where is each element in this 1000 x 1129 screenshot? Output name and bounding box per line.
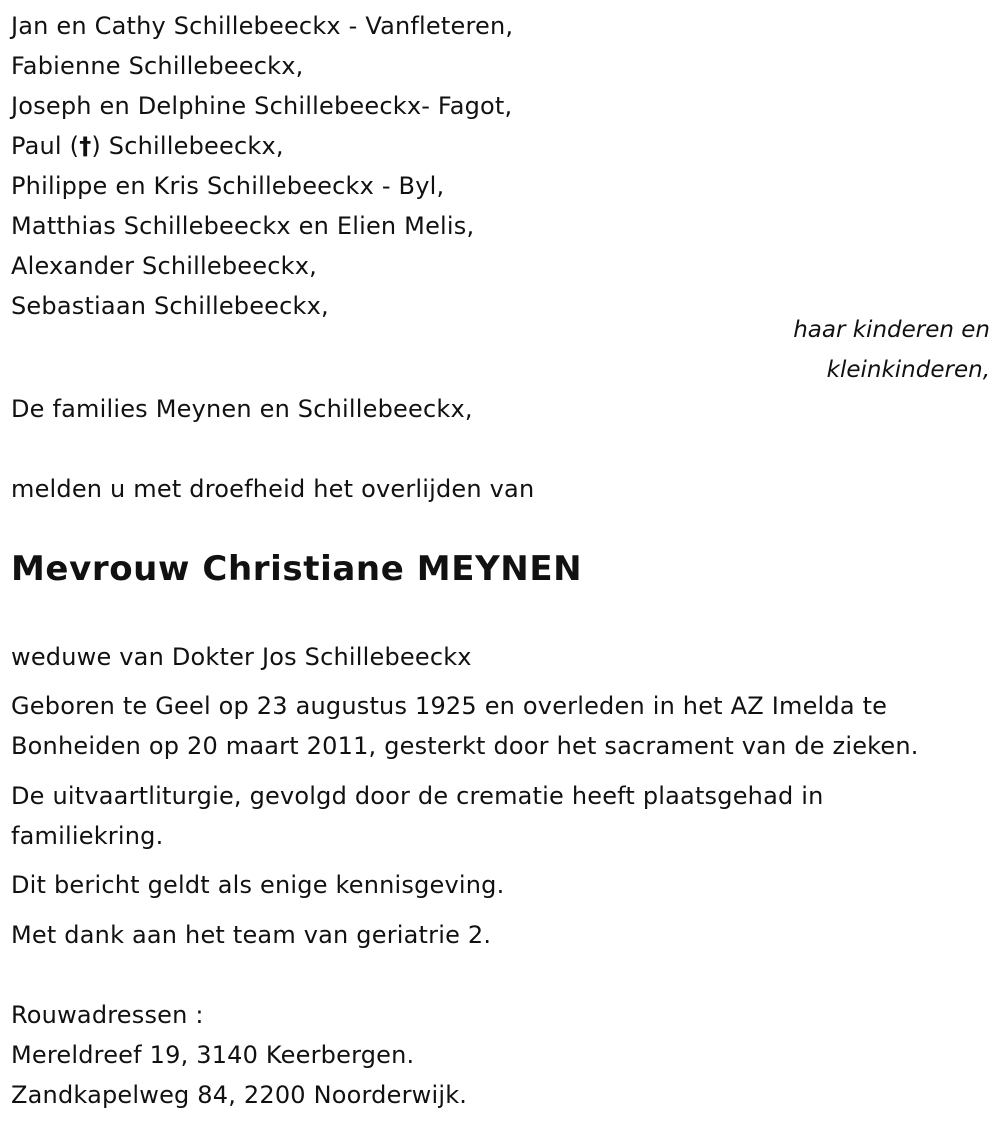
birth-death-line-2: Bonheiden op 20 maart 2011, gesterkt door het sacrament van de zieken.: [11, 732, 919, 760]
birth-death-line-1: Geboren te Geel op 23 augustus 1925 en overleden in het AZ Imelda te: [11, 692, 888, 720]
family-line-sebastiaan: Sebastiaan Schillebeeckx,: [11, 292, 329, 320]
cross-icon: †: [79, 132, 92, 160]
paul-name-end: ) Schillebeeckx,: [91, 132, 284, 160]
address-noorderwijk: Zandkapelweg 84, 2200 Noorderwijk.: [11, 1081, 468, 1109]
notice-line: Dit bericht geldt als enige kennisgeving.: [11, 871, 505, 899]
deceased-name: Mevrouw Christiane MEYNEN: [11, 549, 583, 589]
paul-name-start: Paul (: [11, 132, 80, 160]
family-line-joseph-delphine: Joseph en Delphine Schillebeeckx- Fagot,: [11, 92, 513, 120]
family-line-jan-cathy: Jan en Cathy Schillebeeckx - Vanfleteren,: [11, 12, 514, 40]
family-line-fabienne: Fabienne Schillebeeckx,: [11, 52, 304, 80]
relation-line-1: haar kinderen en: [793, 317, 990, 343]
family-line-matthias-elien: Matthias Schillebeeckx en Elien Melis,: [11, 212, 475, 240]
funeral-line-2: familiekring.: [11, 822, 164, 850]
families-line: De families Meynen en Schillebeeckx,: [11, 395, 473, 423]
family-line-alexander: Alexander Schillebeeckx,: [11, 252, 317, 280]
addresses-heading: Rouwadressen :: [11, 1001, 204, 1029]
widow-of-line: weduwe van Dokter Jos Schillebeeckx: [11, 643, 472, 671]
family-line-philippe-kris: Philippe en Kris Schillebeeckx - Byl,: [11, 172, 445, 200]
announcement-line: melden u met droefheid het overlijden van: [11, 475, 535, 503]
address-keerbergen: Mereldreef 19, 3140 Keerbergen.: [11, 1041, 415, 1069]
relation-line-2: kleinkinderen,: [826, 357, 990, 383]
funeral-line-1: De uitvaartliturgie, gevolgd door de crematie heeft plaatsgehad in: [11, 782, 824, 810]
thanks-line: Met dank aan het team van geriatrie 2.: [11, 921, 492, 949]
family-line-paul: [11, 126, 284, 166]
